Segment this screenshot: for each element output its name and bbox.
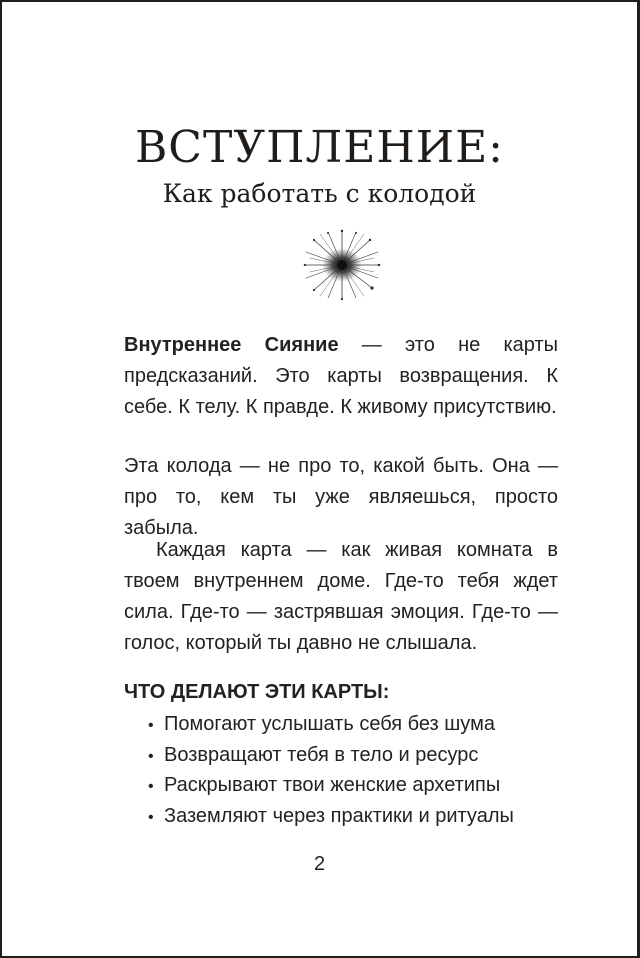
- list-item: • Раскрывают твои женские архетипы: [148, 771, 514, 802]
- benefits-list: [148, 710, 514, 832]
- bullet-icon: •: [148, 717, 154, 734]
- page-title: ВСТУПЛЕНИЕ:: [134, 122, 505, 173]
- paragraph-intro-text: — это не карты предсказаний. Это карты возвращения. К себе. К телу. К правде. К живому присутствию.: [124, 334, 559, 418]
- page-subtitle: Как работать с колодой: [162, 179, 477, 208]
- bullet-icon: •: [148, 778, 154, 795]
- paragraph-cards: Каждая карта — как живая комната в твоем внутреннем доме. Где-то тебя ждет сила. Где-то — застрявшая эмоция. Где-то — голос, который ты давно не слышала.: [124, 539, 558, 654]
- list-item: • Возвращают тебя в тело и ресурс: [148, 741, 514, 772]
- brand-name: Внутреннее Сияние: [124, 334, 339, 356]
- section-heading: ЧТО ДЕЛАЮТ ЭТИ КАРТЫ:: [124, 681, 390, 703]
- paragraph-deck: Эта колода — не про то, какой быть. Она — про то, кем ты уже являешься, просто забыла.: [124, 455, 558, 539]
- starburst-icon: [296, 228, 388, 302]
- paragraph-intro: [124, 330, 558, 423]
- list-item: • Помогают услышать себя без шума: [148, 710, 514, 741]
- list-item: • Заземляют через практики и ритуалы: [148, 802, 514, 833]
- bullet-icon: •: [148, 747, 154, 765]
- bullet-icon: •: [148, 808, 154, 826]
- page-number: 2: [313, 853, 326, 875]
